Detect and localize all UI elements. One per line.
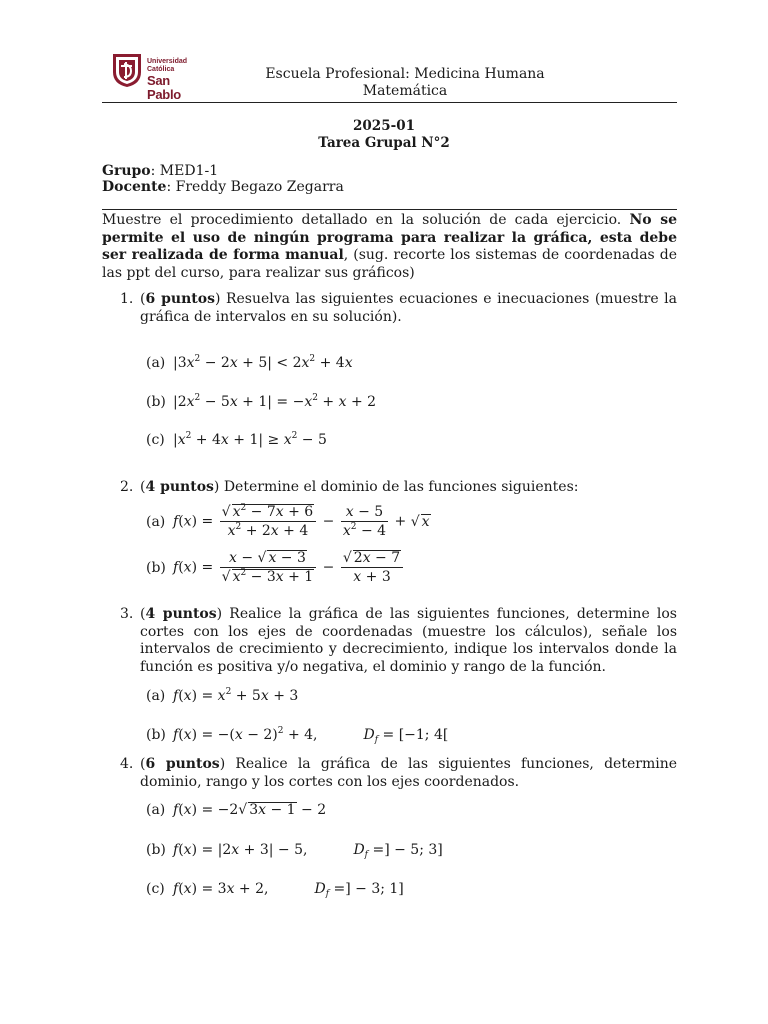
subject-name: Matemática [362, 83, 448, 99]
question-1b: (b) $|2x^2 - 5x + 1| = -x^2 + x + 2$ [146, 393, 377, 410]
teacher-line: Docente: Freddy Begazo Zegarra [102, 179, 344, 195]
group-line: Grupo: MED1-1 [102, 163, 219, 179]
assignment-title: Tarea Grupal N°2 [318, 135, 450, 151]
question-1a: (a) $|3x^2 - 2x + 5| < 2x^2 + 4x$ [146, 354, 353, 371]
question-2a: (a) f(x) = $\frac{√ x^2 - 7x + 6}{x^2 + 2x + 4}$ − $\frac{x - 5}{x^2 - 4}$ + √ x [146, 503, 430, 539]
question-3b: (b) $f(x) = -(x - 2)^2 + 4$, $D_f = [-1$; 4[ [146, 726, 449, 745]
question-4b: (b) f(x) = |2x + 3| − 5, $D_f$ =] − 5; 3] [146, 842, 443, 860]
logo-wordmark: Universidad Católica San Pablo [147, 58, 188, 102]
section-divider [102, 209, 677, 210]
header-divider [102, 102, 677, 103]
question-4c: (c) f(x) = 3x + 2, $D_f$ =] − 3; 1] [146, 881, 404, 899]
question-3a: (a) $f(x) = x^2 + 5x + 3$ [146, 687, 299, 704]
school-name: Escuela Profesional: Medicina Humana [265, 66, 545, 82]
question-2b: (b) f(x) = $\frac{x - √ x - 3}{√ x^2 - 3x + 1}$ − $\frac{√ 2x - 7}{x + 3}$ [146, 549, 405, 586]
term-label: 2025-01 [353, 118, 415, 134]
document-page: Universidad Católica San Pablo Escuela Profesional: Medicina Humana Matemática 2025-01 Tarea Grupal N°2 Grupo: MED1-1 Docente: Freddy Begazo Zegarra Muestre el procedimiento detallado en la solución de cada ejercicio. No se permite el uso de ningún programa para realizar la gráfica, esta debe ser realizada de forma manual, (sug. recorte los sistemas de coordenadas de las ppt del curso, para realizar sus gráficos) 1. (6 puntos) Resuelva las siguientes ecuaciones e inecuaciones (muestre la gráfica de intervalos en su solución). (a) $|3x^2 - 2x + 5| < 2x^2 + 4x$ (b) $|2x^2 - 5x + 1| = -x^2 + x + 2$ (c) $|x^2 + 4x + 1| \ge x^2 - 5$ 2. (4 puntos) Determine el dominio de las funciones siguientes: (a) f(x) = $\frac{√ x^2 - 7x + 6}{x^2 + 2x + 4}$ − $\frac{x - 5}{x^2 - 4}$ + √ x (b) f(x) = $\frac{x - √ x - 3}{√ x^2 - 3x + 1}$ − $\frac{√ 2x - 7}{x + 3}$ 3. (4 puntos) Realice la gráfica de las siguientes funciones, determine los cortes con los ejes de coordenadas (muestre los cálculos), señale los intervalos de crecimiento y decrecimiento, indique los intervalos donde la función es positiva y/o negativa, el dominio y rango de la función. (a) $f(x) = x^2 + 5x + 3$ (b) $f(x) = -(x - 2)^2 + 4$, $D_f = [-1$; 4[ 4. (6 puntos) Realice la gráfica de las siguientes funciones, determine dominio, rango y los cortes con los ejes coordenados. (a) f(x) = −2√ 3x − 1 − 2 (b) f(x) = |2x + 3| − 5, $D_f$ =] − 5; 3] (c) f(x) = 3x + 2, $D_f$ =] − 3; 1] [0, 0, 768, 1024]
question-1c: (c) $|x^2 + 4x + 1| \ge x^2 - 5$ [146, 431, 327, 448]
instructions-paragraph: Muestre el procedimiento detallado en la solución de cada ejercicio. No se permite el uso de ningún programa para realizar la gráfica, esta debe ser realizada de forma manual, (sug. recorte los sistemas de coordenadas de las ppt del curso, para realizar sus gráficos) [102, 212, 678, 281]
question-4a: (a) f(x) = −2√ 3x − 1 − 2 [146, 802, 327, 818]
